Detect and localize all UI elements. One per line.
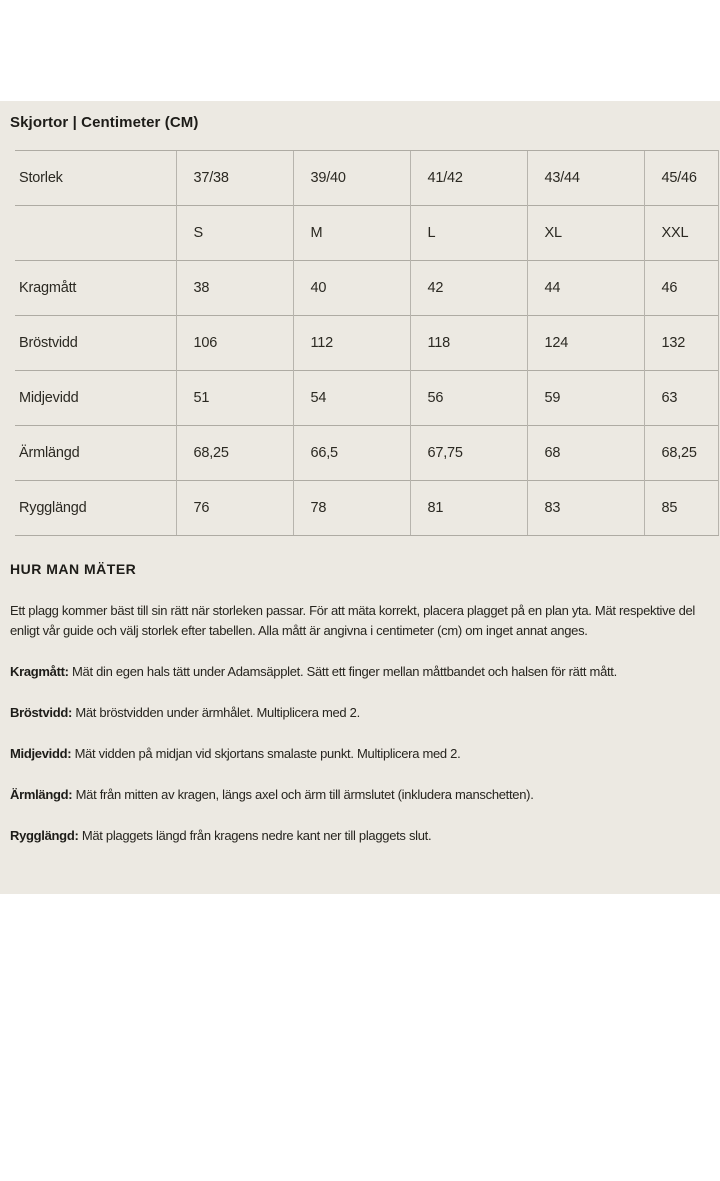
table-cell-value: 59 <box>527 371 644 426</box>
table-cell-value: 66,5 <box>293 426 410 481</box>
table-row-midjevidd <box>15 371 718 426</box>
how-to-measure-heading: HUR MAN MÄTER <box>10 561 137 577</box>
definition-armlangd <box>10 785 710 805</box>
table-cell-value: 68 <box>527 426 644 481</box>
table-cell-value: 78 <box>293 481 410 536</box>
table-cell-value: 54 <box>293 371 410 426</box>
table-row-rygglangd <box>15 481 718 536</box>
table-cell-value: 76 <box>176 481 293 536</box>
table-cell-size-letter: XL <box>527 206 644 261</box>
row-label: Midjevidd <box>15 371 176 426</box>
table-cell-value: 44 <box>527 261 644 316</box>
definition-midjevidd <box>10 744 710 764</box>
definition-text: Mät din egen hals tätt under Adamsäpplet. Sätt ett finger mellan måttbandet och halsen för rätt mått. <box>72 664 617 679</box>
table-cell-value: 63 <box>644 371 718 426</box>
table-cell-value: 132 <box>644 316 718 371</box>
table-row-armlangd <box>15 426 718 481</box>
table-row-sizes-numeric <box>15 151 718 206</box>
table-cell-size-letter: S <box>176 206 293 261</box>
definition-text: Mät från mitten av kragen, längs axel och ärm till ärmslutet (inkludera manschetten). <box>75 787 534 802</box>
definition-rygglangd <box>10 826 710 846</box>
size-guide-section <box>0 101 720 894</box>
definition-text: Mät plaggets längd från kragens nedre kant ner till plaggets slut. <box>81 828 432 843</box>
row-label: Ärmlängd <box>15 426 176 481</box>
table-cell-value: 124 <box>527 316 644 371</box>
table-cell-value: 81 <box>410 481 527 536</box>
definition-brostvidd <box>10 703 710 723</box>
definition-label: Midjevidd: <box>10 746 72 761</box>
definition-label: Ärmlängd: <box>10 787 73 802</box>
table-cell-value: 85 <box>644 481 718 536</box>
table-cell-value: 51 <box>176 371 293 426</box>
definition-label: Kragmått: <box>10 664 69 679</box>
table-cell-value: 112 <box>293 316 410 371</box>
table-cell-value: 56 <box>410 371 527 426</box>
table-cell-value: 67,75 <box>410 426 527 481</box>
column-header-size: 43/44 <box>527 151 644 206</box>
table-cell-size-letter: L <box>410 206 527 261</box>
definition-text: Mät bröstvidden under ärmhålet. Multiplicera med 2. <box>75 705 360 720</box>
definition-text: Mät vidden på midjan vid skjortans smalaste punkt. Multiplicera med 2. <box>74 746 461 761</box>
table-cell-value: 83 <box>527 481 644 536</box>
column-header-size: 45/46 <box>644 151 718 206</box>
definition-label: Bröstvidd: <box>10 705 73 720</box>
table-row-brostvidd <box>15 316 718 371</box>
measure-intro-paragraph: Ett plagg kommer bäst till sin rätt när storleken passar. För att mäta korrekt, placera plagget på en plan yta. Mät respektive del enligt vår guide och välj storlek efter tabellen. Alla mått är angivna i centimeter (cm) om inget annat anges. <box>10 603 696 638</box>
column-header-size: 39/40 <box>293 151 410 206</box>
row-label: Kragmått <box>15 261 176 316</box>
table-cell-value: 106 <box>176 316 293 371</box>
definition-kragmatt <box>10 662 710 682</box>
table-cell-value: 46 <box>644 261 718 316</box>
column-header-storlek: Storlek <box>15 151 176 206</box>
table-cell-size-letter: M <box>293 206 410 261</box>
definition-label: Rygglängd: <box>10 828 79 843</box>
table-cell-value: 68,25 <box>644 426 718 481</box>
table-cell-value: 68,25 <box>176 426 293 481</box>
table-cell-value: 42 <box>410 261 527 316</box>
row-label: Bröstvidd <box>15 316 176 371</box>
table-cell-size-letter: XXL <box>644 206 718 261</box>
size-chart-title: Skjortor | Centimeter (CM) <box>10 114 199 131</box>
table-row-kragmatt <box>15 261 718 316</box>
size-table <box>15 150 719 536</box>
row-label: Rygglängd <box>15 481 176 536</box>
table-cell-empty <box>15 206 176 261</box>
column-header-size: 41/42 <box>410 151 527 206</box>
table-row-sizes-letter <box>15 206 718 261</box>
table-cell-value: 118 <box>410 316 527 371</box>
table-cell-value: 40 <box>293 261 410 316</box>
column-header-size: 37/38 <box>176 151 293 206</box>
table-cell-value: 38 <box>176 261 293 316</box>
